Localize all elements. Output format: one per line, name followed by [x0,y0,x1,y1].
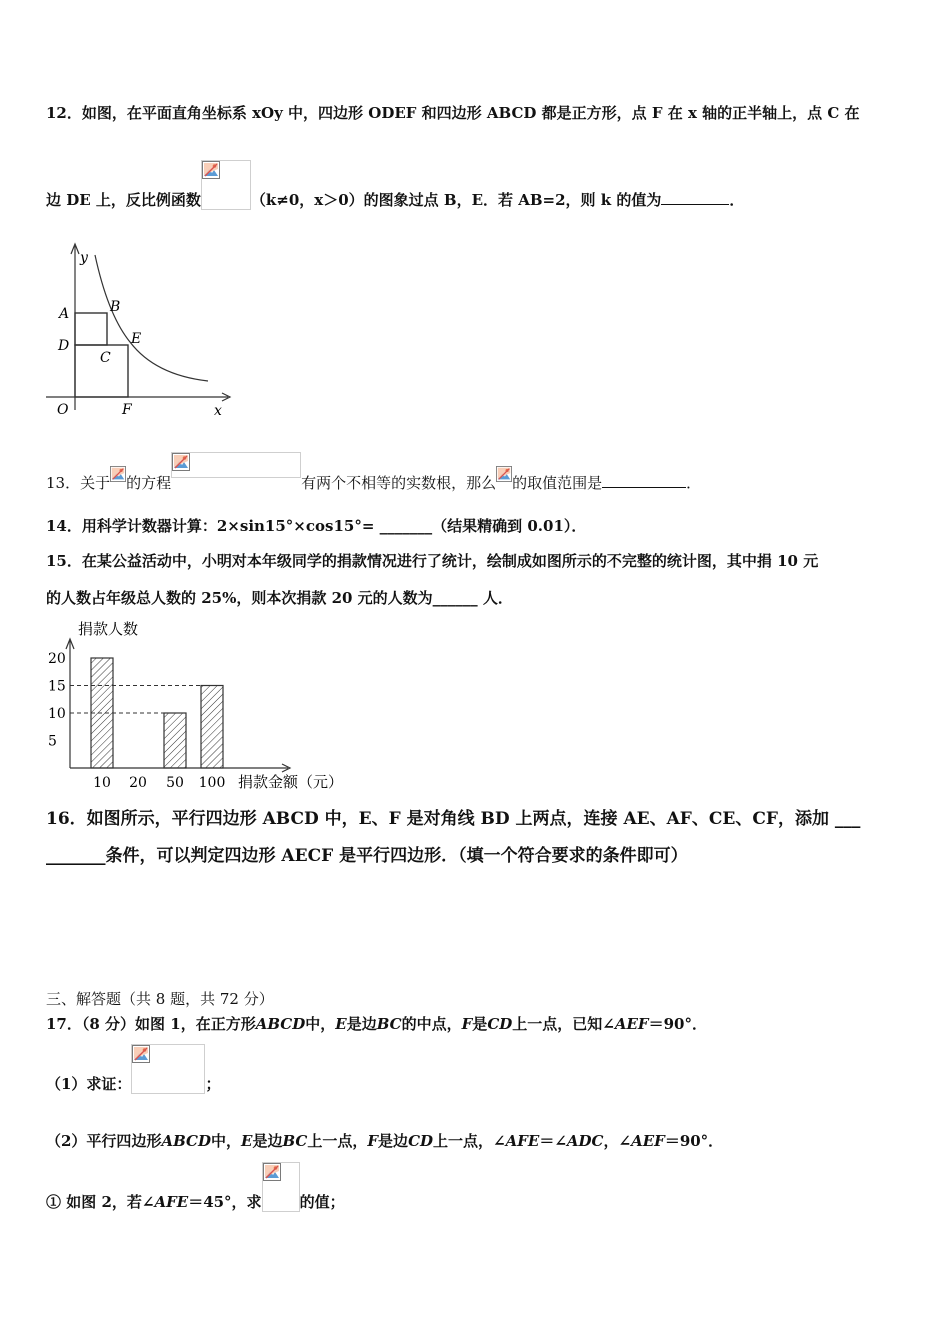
q13-end: ． [686,474,702,492]
donation-bar-chart [40,615,350,795]
q17-abcd: ABCD [255,1015,306,1033]
q17-line [46,1013,707,1034]
q17-bc: BC [376,1015,402,1033]
chart-x-tick-label: 20 [129,775,147,791]
broken-image-icon [263,1163,281,1181]
label-a: A [59,306,70,322]
q12-end: ． [729,191,745,209]
q17-score: （8 分）如图 1，在正方形 [81,1015,256,1033]
hyperbola-curve [95,255,208,381]
q17-t5: 上一点，已知∠ [512,1015,615,1033]
section-3-title: 三、解答题（共 8 题，共 72 分） [46,990,274,1008]
chart-x-tick-label: 50 [166,775,184,791]
q17-part3 [46,1162,345,1212]
q13-mid3: 的取值范围是 [512,474,603,492]
q17-part2 [46,1130,723,1151]
q17-p2-e2: 是边 [378,1132,409,1150]
q13-mid1: 的方程 [126,474,172,492]
variable-image-icon [110,466,126,482]
chart-y-tick-label: 20 [48,651,66,667]
q12-line2-pre: 边 DE 上，反比例函数 [46,191,201,209]
chart-y-tick-label: 5 [48,733,57,750]
chart-x-tick-label: 100 [198,775,226,791]
ratio-formula-image [262,1162,300,1212]
q16-line1: 16．如图所示，平行四边形 ABCD 中，E、F 是对角线 BD 上两点，连接 AE、AF、CE、CF，添加 ___ [46,809,861,829]
q17-p2-e: E [241,1132,253,1150]
variable-image-icon [496,466,512,482]
q17-e: E [335,1015,347,1033]
square-abcd [75,313,107,345]
label-o: O [57,402,69,418]
q17-aef: AEF [614,1015,649,1033]
q13-line [46,452,702,492]
q12-line2-post: （k≠0，x＞0）的图象过点 B，E．若 AB=2，则 k 的值为 [250,191,662,209]
q17-p2-afe: AFE [505,1132,540,1150]
q13-mid2: 有两个不相等的实数根，那么 [301,474,497,492]
q17-p2-h: ，∠ [603,1132,632,1150]
q17-p3-afe: AFE [154,1193,189,1211]
q17-number: 17． [46,1015,82,1033]
q17-t6: ＝90°． [648,1015,707,1033]
q13-pre: 13．关于 [46,474,111,492]
q12-coordinate-figure [40,240,240,425]
q16-line2: _______条件，可以判定四边形 AECF 是平行四边形．（填一个符合要求的条件即可） [46,846,688,866]
q15-line1: 15．在某公益活动中，小明对本年级同学的捐款情况进行了统计，绘制成如图所示的不完整的统计图，其中捐 10 元 [46,552,819,570]
q17-p2-f2: 上一点，∠ [433,1132,506,1150]
q17-p2-f: F [367,1132,379,1150]
label-d: D [58,338,70,354]
q17-p3-c: 的值； [299,1193,345,1211]
q17-t3: 的中点， [401,1015,462,1033]
q13-answer-blank [602,473,686,488]
q17-f: F [461,1015,473,1033]
q17-p2-b: 中， [211,1132,242,1150]
label-c: C [100,350,111,366]
q17-t2: 是边 [346,1015,377,1033]
chart-y-label: 捐款人数 [78,620,139,638]
function-formula-image [201,160,251,210]
q17-part1-post: ； [205,1075,221,1093]
q17-p2-cd: CD [408,1132,434,1150]
q17-p2-aef: AEF [631,1132,665,1150]
label-e: E [131,331,142,347]
broken-image-icon [202,161,220,179]
chart-x-label: 捐款金额（元） [238,773,344,791]
q12-line2 [46,160,744,212]
label-y: y [80,250,88,266]
broken-image-icon [132,1045,150,1063]
q17-p2-a: （2）平行四边形 [46,1132,162,1150]
broken-image-icon [172,453,190,471]
q12-line1: 12．如图，在平面直角坐标系 xOy 中，四边形 ODEF 和四边形 ABCD 都是正方形，点 F 在 x 轴的正半轴上，点 C 在 [46,104,860,122]
q17-part1 [46,1044,220,1096]
q17-cd: CD [487,1015,513,1033]
q17-t4: 是 [472,1015,488,1033]
label-x: x [214,403,222,419]
chart-x-tick-label: 10 [93,775,111,791]
label-b: B [110,299,121,315]
q17-p3-a: ① 如图 2，若∠ [46,1193,155,1211]
q17-p2-g: ＝∠ [539,1132,567,1150]
chart-y-tick-label: 15 [48,678,66,695]
q14-line: 14．用科学计数器计算：2×sin15°×cos15°= _______（结果精确到 0.01）． [46,517,587,535]
proof-formula-image [131,1044,205,1094]
equation-image [171,452,301,478]
label-f: F [122,402,132,418]
q17-p2-abcd: ABCD [161,1132,211,1150]
q12-answer-blank [661,190,729,205]
q17-t1: 中， [305,1015,336,1033]
chart-bar [164,713,186,768]
q17-p2-i: ＝90°． [664,1132,724,1150]
q15-line2: 的人数占年级总人数的 25%，则本次捐款 20 元的人数为______ 人． [46,589,513,607]
q17-p2-bc: BC [282,1132,308,1150]
q17-p2-d: 上一点， [307,1132,368,1150]
q17-p2-c: 是边 [252,1132,283,1150]
q17-p3-b: ＝45°，求 [188,1193,262,1211]
chart-y-tick-label: 10 [48,706,66,722]
q17-p2-adc: ADC [566,1132,604,1150]
q17-part1-pre: （1）求证： [46,1075,132,1093]
chart-bar [201,686,223,769]
